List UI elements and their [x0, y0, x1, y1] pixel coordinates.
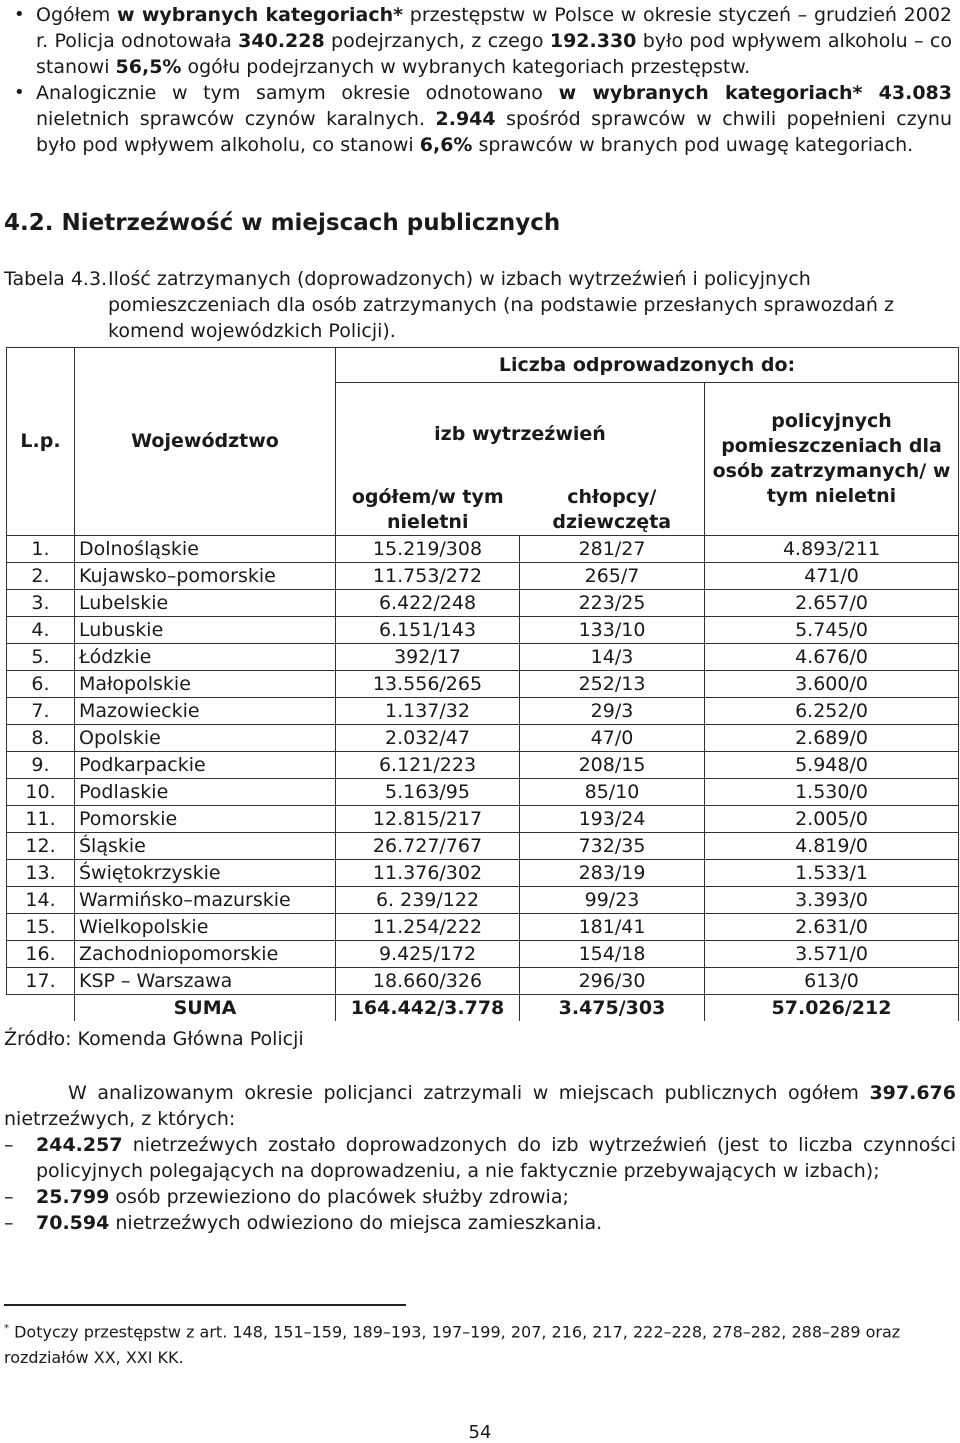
row-police: 5.745/0 [705, 617, 959, 644]
row-lp: 1. [7, 536, 75, 563]
header-region: Województwo [75, 348, 336, 536]
row-total: 11.753/272 [336, 563, 520, 590]
row-police: 4.676/0 [705, 644, 959, 671]
row-police: 5.948/0 [705, 752, 959, 779]
intro-bullets [8, 2, 952, 158]
row-total: 12.815/217 [336, 806, 520, 833]
row-lp: 4. [7, 617, 75, 644]
sum-row [7, 995, 959, 1022]
row-total: 11.254/222 [336, 914, 520, 941]
table-row [7, 590, 959, 617]
table-row [7, 725, 959, 752]
row-lp: 13. [7, 860, 75, 887]
row-total: 18.660/326 [336, 968, 520, 995]
row-region: Mazowieckie [75, 698, 336, 725]
row-police: 2.657/0 [705, 590, 959, 617]
row-lp: 6. [7, 671, 75, 698]
table-row [7, 644, 959, 671]
row-police: 4.893/211 [705, 536, 959, 563]
row-total: 15.219/308 [336, 536, 520, 563]
row-lp: 15. [7, 914, 75, 941]
row-police: 471/0 [705, 563, 959, 590]
row-lp: 9. [7, 752, 75, 779]
row-boys-girls: 133/10 [520, 617, 705, 644]
row-region: Pomorskie [75, 806, 336, 833]
row-boys-girls: 265/7 [520, 563, 705, 590]
table-caption-label: Tabela 4.3. [4, 268, 108, 290]
table-row [7, 887, 959, 914]
list-item: – 70.594 nietrzeźwych odwieziono do miejsca zamieszkania. [4, 1210, 956, 1236]
row-boys-girls: 181/41 [520, 914, 705, 941]
table-row [7, 779, 959, 806]
sum-police: 57.026/212 [705, 995, 959, 1022]
row-region: Lubelskie [75, 590, 336, 617]
table-row [7, 671, 959, 698]
row-region: Warmińsko–mazurskie [75, 887, 336, 914]
table-row [7, 860, 959, 887]
table-row [7, 617, 959, 644]
row-boys-girls: 283/19 [520, 860, 705, 887]
row-total: 9.425/172 [336, 941, 520, 968]
table-row [7, 536, 959, 563]
row-police: 1.533/1 [705, 860, 959, 887]
row-boys-girls: 29/3 [520, 698, 705, 725]
table-row [7, 914, 959, 941]
row-region: KSP – Warszawa [75, 968, 336, 995]
footnote: * Dotyczy przestępstw z art. 148, 151–159, 189–193, 197–199, 207, 216, 217, 222–228, 278–282, 288–289 oraz rozdziałów XX, XXI KK. [4, 1322, 901, 1368]
row-police: 2.005/0 [705, 806, 959, 833]
row-lp: 12. [7, 833, 75, 860]
table-row [7, 752, 959, 779]
header-izb: izb wytrzeźwień [336, 383, 705, 486]
row-region: Podkarpackie [75, 752, 336, 779]
row-boys-girls: 208/15 [520, 752, 705, 779]
bullet-item: • Ogółem w wybranych kategoriach* przestępstw w Polsce w okresie styczeń – grudzień 2002 r. Policja odnotowała 340.228 podejrzanych, z czego 192.330 było pod wpływem alkoholu – co stanowi 56,5% ogółu podejrzanych w wybranych kategoriach przestępstw. [8, 2, 952, 80]
row-lp: 3. [7, 590, 75, 617]
row-region: Opolskie [75, 725, 336, 752]
row-police: 3.393/0 [705, 887, 959, 914]
row-total: 11.376/302 [336, 860, 520, 887]
row-lp: 2. [7, 563, 75, 590]
summary-list [4, 1132, 956, 1236]
row-region: Lubuskie [75, 617, 336, 644]
row-police: 3.571/0 [705, 941, 959, 968]
row-lp: 14. [7, 887, 75, 914]
row-region: Łódzkie [75, 644, 336, 671]
row-boys-girls: 85/10 [520, 779, 705, 806]
table-caption [4, 266, 944, 342]
summary-paragraph: W analizowanym okresie policjanci zatrzymali w miejscach publicznych ogółem 397.676 nietrzeźwych, z których: [4, 1082, 956, 1130]
row-lp: 16. [7, 941, 75, 968]
row-boys-girls: 47/0 [520, 725, 705, 752]
row-total: 6.151/143 [336, 617, 520, 644]
sum-total: 164.442/3.778 [336, 995, 520, 1022]
row-total: 5.163/95 [336, 779, 520, 806]
table-caption-text: Ilość zatrzymanych (doprowadzonych) w izbach wytrzeźwień i policyjnych pomieszczeniach dla osób zatrzymanych (na podstawie przesłanych sprawozdań z komend wojewódzkich Policji). [108, 268, 894, 342]
header-boys-girls: chłopcy/ dziewczęta [520, 485, 705, 536]
row-boys-girls: 14/3 [520, 644, 705, 671]
row-lp: 8. [7, 725, 75, 752]
row-lp: 5. [7, 644, 75, 671]
row-police: 2.631/0 [705, 914, 959, 941]
row-region: Kujawsko–pomorskie [75, 563, 336, 590]
row-total: 13.556/265 [336, 671, 520, 698]
header-group: Liczba odprowadzonych do: [336, 348, 959, 383]
table-row [7, 833, 959, 860]
table-row [7, 563, 959, 590]
row-total: 26.727/767 [336, 833, 520, 860]
row-boys-girls: 732/35 [520, 833, 705, 860]
row-total: 6.422/248 [336, 590, 520, 617]
row-region: Zachodniopomorskie [75, 941, 336, 968]
page-number: 54 [468, 1422, 492, 1443]
row-total: 392/17 [336, 644, 520, 671]
row-boys-girls: 154/18 [520, 941, 705, 968]
sum-label: SUMA [75, 995, 336, 1022]
header-police: policyjnych pomieszczeniach dla osób zatrzymanych/ w tym nieletni [705, 383, 959, 536]
row-boys-girls: 223/25 [520, 590, 705, 617]
table-row [7, 698, 959, 725]
row-boys-girls: 99/23 [520, 887, 705, 914]
detentions-table [6, 347, 959, 1021]
row-region: Małopolskie [75, 671, 336, 698]
header-total: ogółem/w tym nieletni [336, 485, 520, 536]
row-total: 6.121/223 [336, 752, 520, 779]
row-region: Wielkopolskie [75, 914, 336, 941]
row-boys-girls: 193/24 [520, 806, 705, 833]
row-boys-girls: 296/30 [520, 968, 705, 995]
list-item: – 25.799 osób przewieziono do placówek służby zdrowia; [4, 1184, 956, 1210]
row-region: Świętokrzyskie [75, 860, 336, 887]
row-lp: 11. [7, 806, 75, 833]
sum-boys-girls: 3.475/303 [520, 995, 705, 1022]
row-police: 3.600/0 [705, 671, 959, 698]
row-police: 6.252/0 [705, 698, 959, 725]
row-lp: 17. [7, 968, 75, 995]
row-lp: 10. [7, 779, 75, 806]
bullet-item: • Analogicznie w tym samym okresie odnotowano w wybranych kategoriach* 43.083 nieletnich sprawców czynów karalnych. 2.944 spośród sprawców w chwili popełnieni czynu było pod wpływem alkoholu, co stanowi 6,6% sprawców w branych pod uwagę kategoriach. [8, 80, 952, 158]
list-item: – 244.257 nietrzeźwych zostało doprowadzonych do izb wytrzeźwień (jest to liczba czynności policyjnych polegających na doprowadzeniu, a nie faktycznie przebywających w izbach); [4, 1132, 956, 1184]
footnote-divider [4, 1304, 406, 1306]
row-police: 2.689/0 [705, 725, 959, 752]
table-row [7, 941, 959, 968]
row-region: Śląskie [75, 833, 336, 860]
row-police: 4.819/0 [705, 833, 959, 860]
row-region: Podlaskie [75, 779, 336, 806]
row-boys-girls: 281/27 [520, 536, 705, 563]
header-lp: L.p. [7, 348, 75, 536]
row-police: 1.530/0 [705, 779, 959, 806]
row-region: Dolnośląskie [75, 536, 336, 563]
row-police: 613/0 [705, 968, 959, 995]
table-row [7, 806, 959, 833]
table-row [7, 968, 959, 995]
table-source: Źródło: Komenda Główna Policji [4, 1028, 304, 1050]
row-total: 1.137/32 [336, 698, 520, 725]
row-lp: 7. [7, 698, 75, 725]
row-boys-girls: 252/13 [520, 671, 705, 698]
row-total: 2.032/47 [336, 725, 520, 752]
section-title: 4.2. Nietrzeźwość w miejscach publicznych [4, 210, 561, 236]
row-total: 6. 239/122 [336, 887, 520, 914]
